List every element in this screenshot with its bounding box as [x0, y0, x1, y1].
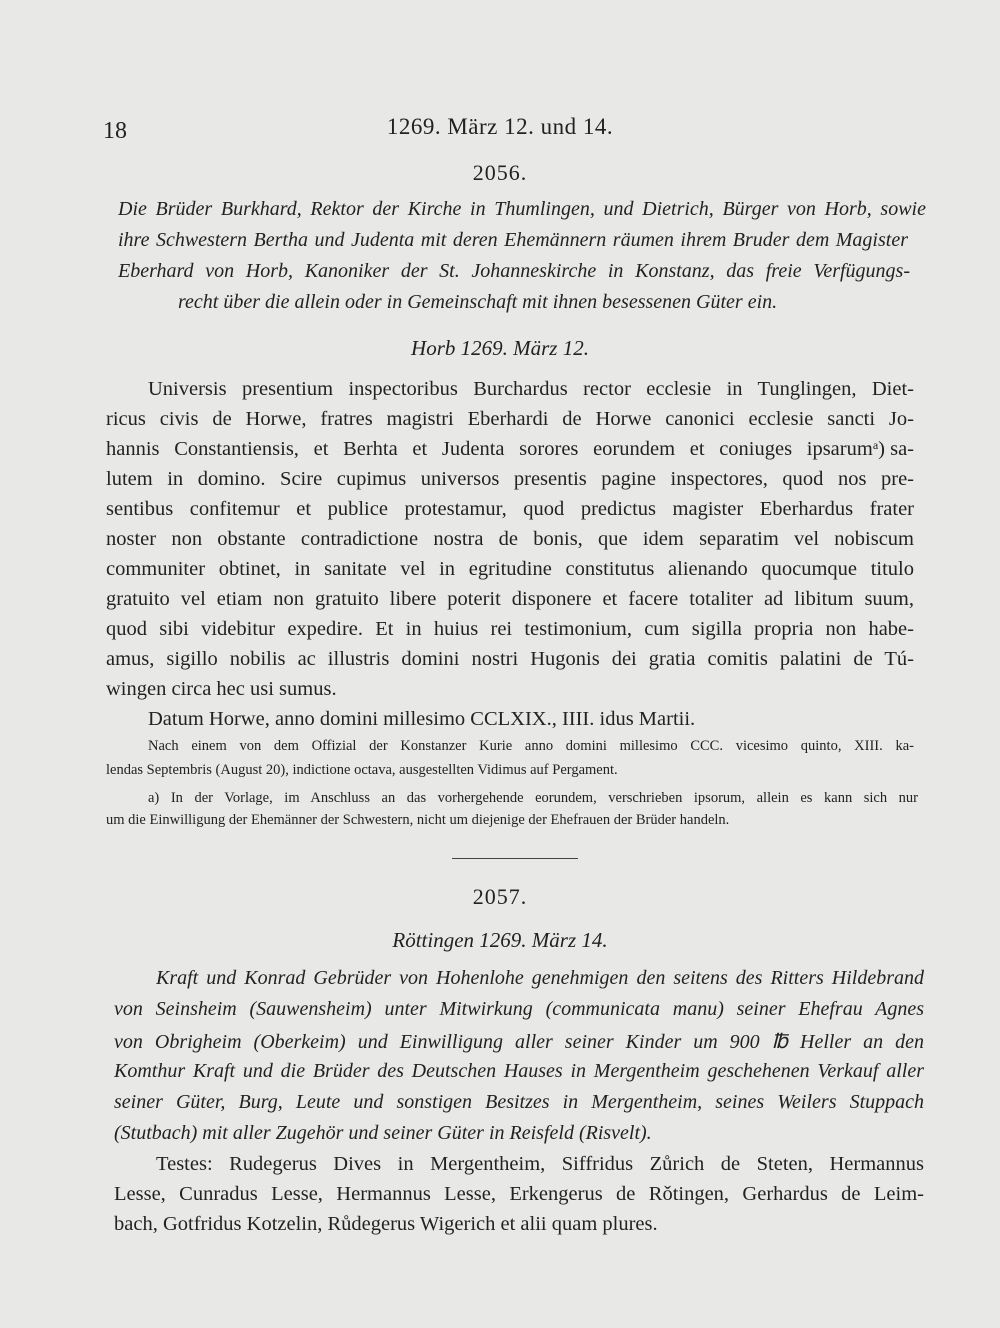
testes-line: bach, Gotfridus Kotzelin, Růdegerus Wigerich et alii quam plures.	[114, 1213, 658, 1235]
summary-line: Komthur Kraft und die Brüder des Deutschen Hauses in Mergentheim geschehenen Verkauf aller	[114, 1060, 924, 1082]
footnote-line: a) In der Vorlage, im Anschluss an das vorhergehende eorundem, verschrieben ipsorum, allein es kann sich nur	[148, 790, 918, 806]
text-line: ricus civis de Horwe, fratres magistri Eberhardi de Horwe canonici ecclesie sancti Jo-	[106, 408, 914, 430]
header-date-title: 1269. März 12. und 14.	[386, 114, 614, 139]
place-date-2056: Horb 1269. März 12.	[411, 336, 589, 360]
text-line: communiter obtinet, in sanitate vel in egritudine constitutus alienando quocumque titulo	[106, 558, 914, 580]
text-line-tail: ) sa-	[878, 438, 914, 460]
summary-line: recht über die allein oder in Gemeinschaft mit ihnen besessenen Güter ein.	[178, 291, 778, 313]
document-number-2057: 2057.	[472, 884, 528, 909]
text-line: wingen circa hec usi sumus.	[106, 678, 337, 700]
text-line: Universis presentium inspectoribus Burchardus rector ecclesie in Tunglingen, Diet-	[148, 378, 914, 400]
document-number-2056: 2056.	[472, 160, 528, 185]
summary-line: von Seinsheim (Sauwensheim) unter Mitwirkung (communicata manu) seiner Ehefrau Agnes	[114, 998, 924, 1020]
text-line: noster non obstante contradictione nostra de bonis, que idem separatim vel nobiscum	[106, 528, 914, 550]
text-line: lutem in domino. Scire cupimus universos presentis pagine inspectores, quod nos pre-	[106, 468, 914, 490]
text-line-body: hannis Constantiensis, et Berhta et Judenta sorores eorundem et coniuges ipsarum	[106, 438, 873, 460]
source-note-line: lendas Septembris (August 20), indictione octava, ausgestellten Vidimus auf Pergament.	[106, 762, 618, 778]
summary-line: Eberhard von Horb, Kanoniker der St. Johanneskirche in Konstanz, das freie Verfügungs-	[118, 260, 910, 282]
text-line: sentibus confitemur et publice protestamur, quod predictus magister Eberhardus frater	[106, 498, 914, 520]
summary-line: seiner Güter, Burg, Leute und sonstigen Besitzes in Mergentheim, seines Weilers Stuppach	[114, 1091, 924, 1113]
testes-line: Testes: Rudegerus Dives in Mergentheim, Siffridus Zůrich de Steten, Hermannus	[156, 1153, 924, 1175]
section-divider	[452, 858, 578, 859]
text-line: amus, sigillo nobilis ac illustris domini nostri Hugonis dei gratia comitis palatini de Tú-	[106, 648, 914, 670]
page-number: 18	[103, 118, 127, 144]
footnote-mark: a	[872, 438, 879, 452]
testes-line: Lesse, Cunradus Lesse, Hermannus Lesse, Erkengerus de Rǒtingen, Gerhardus de Leim-	[114, 1183, 924, 1205]
source-note-line: Nach einem von dem Offizial der Konstanzer Kurie anno domini millesimo CCC. vicesimo quinto, XIII. ka-	[148, 738, 914, 754]
text-line: gratuito vel etiam non gratuito libere poterit disponere et facere totaliter ad libitum suum,	[106, 588, 914, 610]
page-header	[0, 114, 1000, 144]
place-date-2057: Röttingen 1269. März 14.	[392, 928, 608, 952]
datum-line: Datum Horwe, anno domini millesimo CCLXIX., IIII. idus Martii.	[148, 708, 696, 730]
summary-line: (Stutbach) mit aller Zugehör und seiner Güter in Reisfeld (Risvelt).	[114, 1122, 652, 1144]
summary-line: ihre Schwestern Bertha und Judenta mit deren Ehemännern räumen ihrem Bruder dem Magister	[118, 229, 908, 251]
summary-line: Kraft und Konrad Gebrüder von Hohenlohe genehmigen den seitens des Ritters Hildebrand	[156, 967, 924, 989]
text-line: quod sibi videbitur expedire. Et in huius rei testimonium, cum sigilla propria non habe-	[106, 618, 914, 640]
summary-line: Die Brüder Burkhard, Rektor der Kirche in Thumlingen, und Dietrich, Bürger von Horb, sowie	[118, 198, 926, 220]
text-line	[106, 438, 914, 461]
summary-line: von Obrigheim (Oberkeim) und Einwilligung aller seiner Kinder um 900 ℔ Heller an den	[114, 1031, 924, 1053]
footnote-line: um die Einwilligung der Ehemänner der Schwestern, nicht um diejenige der Ehefrauen der Brüder handeln.	[106, 812, 730, 828]
